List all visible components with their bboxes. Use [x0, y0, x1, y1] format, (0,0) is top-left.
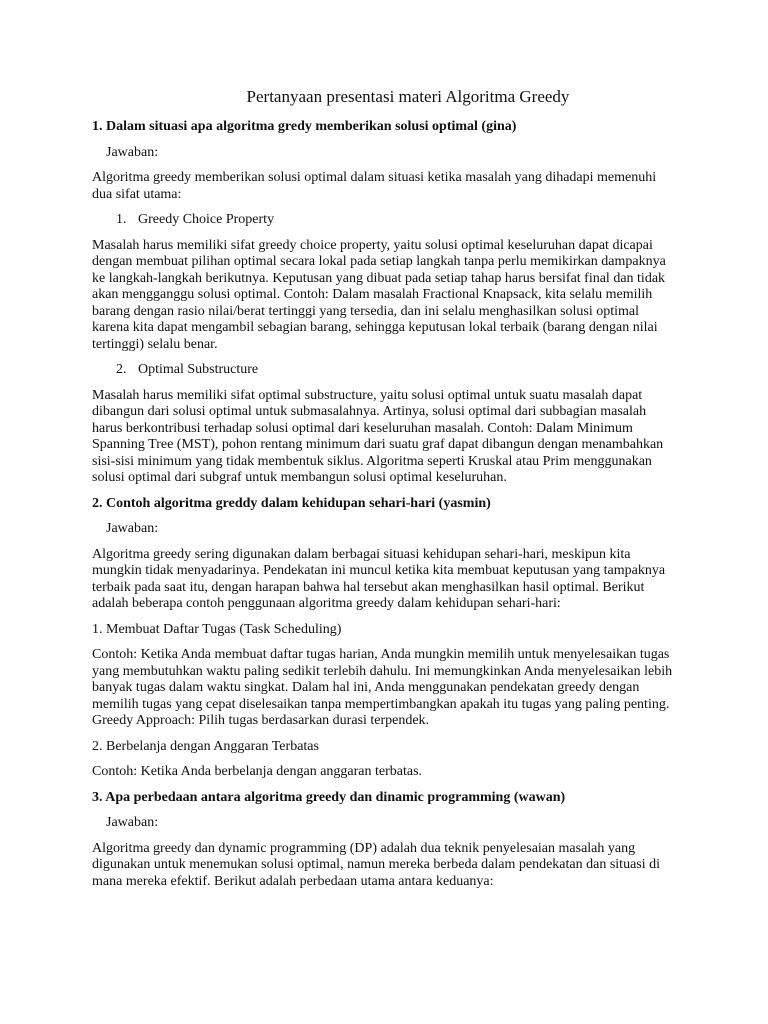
q2-point1-heading: 1. Membuat Daftar Tugas (Task Scheduling) [92, 621, 342, 637]
q1-item2-paragraph: Masalah harus memiliki sifat optimal substructure, yaitu solusi optimal untuk suatu masalah dapat dibangun dari solusi optimal untuk submasalahnya. Artinya, solusi optimal dari subbagian masalah harus berkontribusi terhadap solusi optimal dari keseluruhan masalah. Contoh: Dalam Minimum Spanning Tree (MST), pohon rentang minimum dari suatu graf dapat dibangun dengan menambahkan sisi-sisi minimum yang tidak membentuk siklus. Algoritma seperti Kruskal atau Prim menggunakan solusi optimal dari subgraf untuk membangun solusi optimal keseluruhan. [92, 387, 664, 485]
q3-intro-paragraph: Algoritma greedy dan dynamic programming (DP) adalah dua teknik penyelesaian masalah yang digunakan untuk menemukan solusi optimal, namun mereka berbeda dalam pendekatan dan situasi di mana mereka efektif. Berikut adalah perbedaan utama antara keduanya: [92, 840, 661, 889]
q1-item1-paragraph: Masalah harus memiliki sifat greedy choice property, yaitu solusi optimal keseluruhan dapat dicapai dengan membuat pilihan optimal secara lokal pada setiap langkah tanpa perlu memikirkan dampaknya ke langkah-langkah berikutnya. Keputusan yang dibuat pada setiap tahap harus bersifat final dan tidak akan mengganggu solusi optimal. Contoh: Dalam masalah Fractional Knapsack, kita selalu memilih barang dengan rasio nilai/berat tertinggi yang tersedia, dan ini selalu menghasilkan solusi optimal karena kita dapat mengambil sebagian barang, sehingga keputusan lokal terbaik (barang dengan nilai tertinggi) selalu benar. [92, 237, 666, 352]
q1-list-item-1 [92, 212, 676, 229]
answer-label-1: Jawaban: [106, 144, 159, 160]
q1-intro-paragraph: Algoritma greedy memberikan solusi optimal dalam situasi ketika masalah yang dihadapi memenuhi dua sifat utama: [92, 170, 657, 202]
question-1: 1. Dalam situasi apa algoritma gredy memberikan solusi optimal (gina) [92, 119, 517, 134]
question-2: 2. Contoh algoritma greddy dalam kehidupan sehari-hari (yasmin) [92, 495, 491, 511]
list-item-label: Greedy Choice Property [138, 212, 275, 227]
list-item-label: Optimal Substructure [138, 362, 259, 377]
answer-label-3: Jawaban: [106, 815, 159, 830]
list-number: 1. [116, 212, 127, 227]
question-3: 3. Apa perbedaan antara algoritma greedy dan dinamic programming (wawan) [92, 789, 566, 805]
q2-point2-heading: 2. Berbelanja dengan Anggaran Terbatas [92, 738, 319, 754]
q1-list-item-2 [92, 362, 676, 379]
list-number: 2. [116, 362, 127, 377]
document-title: Pertanyaan presentasi materi Algoritma Greedy [246, 87, 570, 106]
answer-label-2: Jawaban: [106, 521, 159, 536]
q2-point2-paragraph: Contoh: Ketika Anda berbelanja dengan anggaran terbatas. [92, 764, 423, 779]
q2-intro-paragraph: Algoritma greedy sering digunakan dalam berbagai situasi kehidupan sehari-hari, meskipun kita mungkin tidak menyadarinya. Pendekatan ini muncul ketika kita membuat keputusan yang tampaknya terbaik pada saat itu, dengan harapan bahwa hal tersebut akan menghasilkan hasil optimal. Berikut adalah beberapa contoh penggunaan algoritma greedy dalam kehidupan sehari-hari: [92, 546, 666, 611]
q2-point1-paragraph: Contoh: Ketika Anda membuat daftar tugas harian, Anda mungkin memilih untuk menyelesaikan tugas yang membutuhkan waktu paling sedikit terlebih dahulu. Ini memungkinkan Anda menyelesaikan lebih banyak tugas dalam waktu singkat. Dalam hal ini, Anda menggunakan pendekatan greedy dengan memilih tugas yang cepat diselesaikan tanpa mempertimbangkan apakah itu tugas yang paling penting. Greedy Approach: Pilih tugas berdasarkan durasi terpendek. [92, 647, 673, 728]
